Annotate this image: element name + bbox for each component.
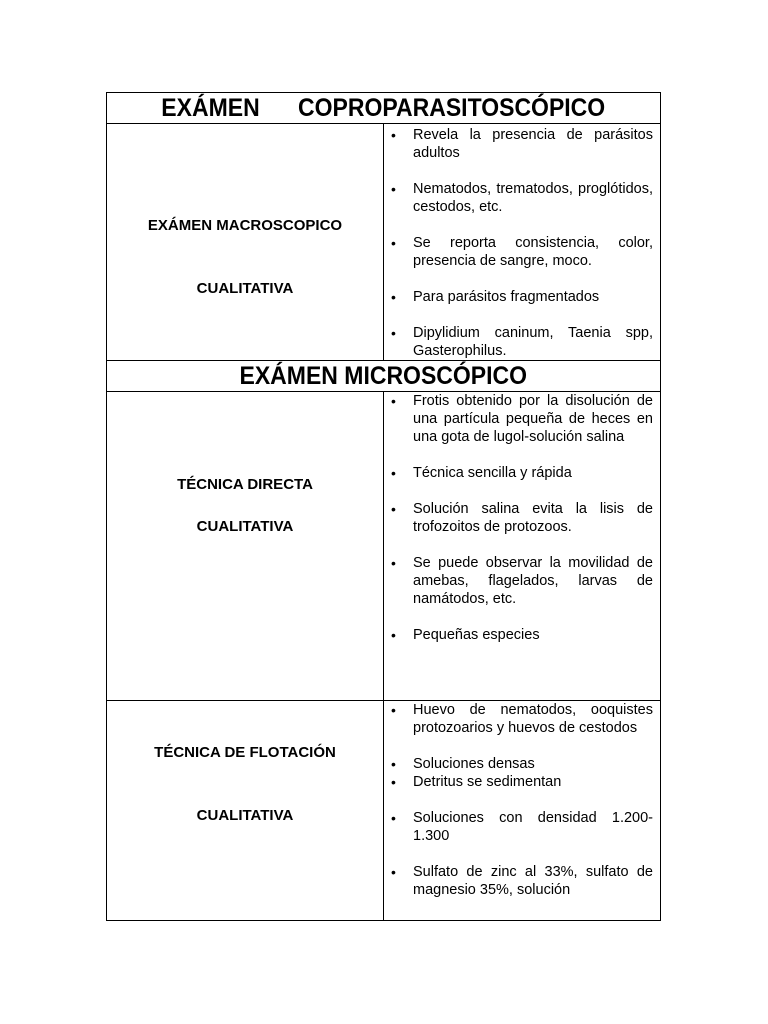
list-item: • Huevo de nematodos, ooquistes protozoarios y huevos de cestodos xyxy=(390,701,653,737)
microscopic-title: EXÁMEN MICROSCÓPICO xyxy=(239,362,528,390)
macroscopic-bullets-cell xyxy=(384,124,661,361)
flotation-bullets-cell xyxy=(384,701,661,921)
direct-technique-label: TÉCNICA DIRECTA xyxy=(177,476,313,493)
macroscopic-type-label: CUALITATIVA xyxy=(196,280,294,297)
list-item: • Se puede observar la movilidad de amebas, flagelados, larvas de namátodos, etc. xyxy=(390,554,653,608)
macroscopic-label: EXÁMEN MACROSCOPICO xyxy=(147,217,343,234)
direct-bullet-list xyxy=(390,392,653,644)
list-item: • Técnica sencilla y rápida xyxy=(390,464,653,482)
microscopic-title-row xyxy=(107,361,661,392)
flotation-clip xyxy=(390,701,653,919)
list-item: • Soluciones con densidad 1.200-1.300 xyxy=(390,809,653,845)
main-title: EXÁMEN COPROPARASITOSCÓPICO xyxy=(161,94,606,122)
flotation-technique-label: TÉCNICA DE FLOTACIÓN xyxy=(154,744,336,761)
direct-label-cell xyxy=(107,392,384,701)
list-item: • Detritus se sedimentan xyxy=(390,773,653,791)
flotation-label-cell xyxy=(107,701,384,921)
list-item: • Frotis obtenido por la disolución de una partícula pequeña de heces en una gota de lugol-solución salina xyxy=(390,392,653,446)
list-item: • Nematodos, trematodos, proglótidos, cestodos, etc. xyxy=(390,180,653,216)
list-item: • Sulfato de zinc al 33%, sulfato de magnesio 35%, solución xyxy=(390,863,653,899)
flotation-bullet-list xyxy=(390,701,653,899)
list-item: • Revela la presencia de parásitos adultos xyxy=(390,126,653,162)
list-item: • Pequeñas especies xyxy=(390,626,653,644)
title-row xyxy=(107,93,661,124)
direct-type-label: CUALITATIVA xyxy=(196,518,294,535)
list-item: • Para parásitos fragmentados xyxy=(390,288,653,306)
flotation-type-label: CUALITATIVA xyxy=(196,807,294,824)
list-item: • Dipylidium caninum, Taenia spp, Gasterophilus. xyxy=(390,324,653,360)
exam-table xyxy=(106,92,661,921)
macroscopic-label-cell xyxy=(107,124,384,361)
direct-bullets-cell xyxy=(384,392,661,701)
list-item: • Se reporta consistencia, color, presencia de sangre, moco. xyxy=(390,234,653,270)
list-item: • Solución salina evita la lisis de trofozoitos de protozoos. xyxy=(390,500,653,536)
list-item: • Soluciones densas xyxy=(390,755,653,773)
macroscopic-bullet-list xyxy=(390,126,653,360)
